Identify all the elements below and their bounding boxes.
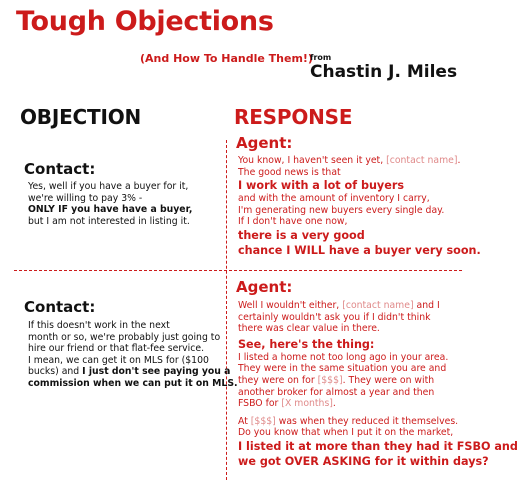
response-line: If I don't have one now, <box>238 216 348 228</box>
response-line: Do you know that when I put it on the market, <box>238 427 454 439</box>
placeholder-text: [contact name] <box>386 155 458 166</box>
agent-response-1 <box>238 155 481 258</box>
response-line: chance I WILL have a buyer very soon. <box>238 243 481 257</box>
objection-heading: OBJECTION <box>20 105 142 129</box>
contact-line: I mean, we can get it on MLS for ($100 <box>28 354 209 366</box>
contact-objection-2 <box>28 320 238 390</box>
response-line: I listed a home not too long ago in your area. <box>238 351 449 363</box>
contact-text-bold: I just don't see paying you a <box>82 366 231 378</box>
response-line <box>238 416 518 428</box>
contact-line: but I am not interested in listing it. <box>28 215 190 227</box>
response-text: . <box>457 155 461 166</box>
response-line: certainly wouldn't ask you if I didn't think <box>238 311 431 323</box>
response-line: They were in the same situation you are and <box>238 363 447 375</box>
contact-text: bucks) and <box>28 366 83 378</box>
response-line <box>238 398 518 410</box>
contact-label-2: Contact: <box>24 298 96 316</box>
response-text: . <box>332 398 336 410</box>
contact-line: month or so, we're probably just going to <box>28 331 221 343</box>
response-text: . They were on with <box>342 374 435 386</box>
response-line <box>238 375 518 387</box>
response-line: another broker for almost a year and then <box>238 386 435 398</box>
agent-response-2 <box>238 300 518 469</box>
response-text: Well I wouldn't either, <box>238 300 343 311</box>
row-divider <box>14 270 462 271</box>
response-text: At <box>238 415 251 427</box>
response-text: FSBO for <box>238 398 282 410</box>
contact-objection-1 <box>28 181 192 227</box>
page-title: Tough Objections <box>16 6 274 37</box>
response-line: there is a very good <box>238 228 365 242</box>
contact-label-1: Contact: <box>24 160 96 178</box>
contact-line: commission when we can put it on MLS. <box>28 377 238 389</box>
response-line <box>238 300 518 312</box>
response-line <box>238 155 481 167</box>
placeholder-text: [$$$] <box>250 415 276 427</box>
response-line: there was clear value in there. <box>238 323 380 335</box>
response-line: I'm generating new buyers every single day. <box>238 204 445 216</box>
response-text: was when they reduced it themselves. <box>275 415 459 427</box>
agent-label-2: Agent: <box>236 278 293 296</box>
response-line: we got OVER ASKING for it within days? <box>238 454 489 468</box>
agent-label-1: Agent: <box>236 134 293 152</box>
placeholder-text: [contact name] <box>342 300 414 311</box>
response-line: I listed it at more than they had it FSBO and <box>238 439 518 453</box>
contact-line: ONLY IF you have have a buyer, <box>28 204 193 216</box>
response-heading: RESPONSE <box>234 105 353 129</box>
contact-line: If this doesn't work in the next <box>28 320 170 331</box>
contact-line: hire our friend or that flat-fee service. <box>28 343 205 355</box>
response-line: I work with a lot of buyers <box>238 179 404 193</box>
contact-line <box>28 366 238 378</box>
response-line: and with the amount of inventory I carry, <box>238 193 430 205</box>
contact-line: Yes, well if you have a buyer for it, <box>28 181 189 192</box>
response-text: You know, I haven't seen it yet, <box>238 155 387 166</box>
contact-line: we're willing to pay 3% - <box>28 192 143 204</box>
response-text: they were on for <box>238 374 318 386</box>
page-subtitle: (And How To Handle Them!) <box>140 52 313 65</box>
from-label: from <box>310 53 332 62</box>
response-line: See, here's the thing: <box>238 337 375 351</box>
author-name: Chastin J. Miles <box>310 62 458 82</box>
placeholder-text: [X months] <box>281 398 333 410</box>
response-line: The good news is that <box>238 166 341 178</box>
placeholder-text: [$$$] <box>317 374 343 386</box>
response-text: and I <box>413 300 440 311</box>
column-divider <box>226 140 227 480</box>
